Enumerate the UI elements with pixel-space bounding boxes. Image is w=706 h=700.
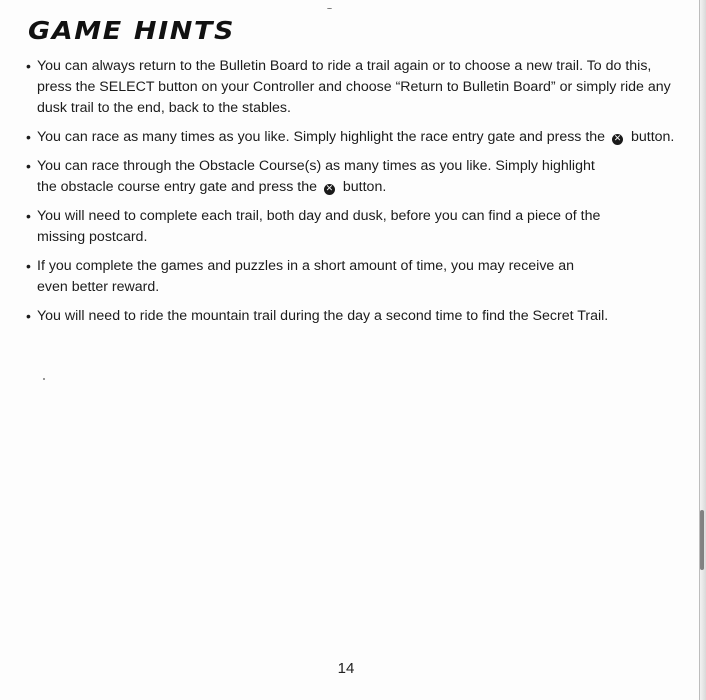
- hint-text: If you complete the games and puzzles in a short amount of time, you may receive an even better reward.: [37, 258, 575, 295]
- bullet-icon: •: [26, 308, 31, 324]
- page-edge: [699, 0, 706, 700]
- bullet-icon: •: [26, 258, 31, 274]
- hint-text-before: You can race through the Obstacle Course(s) as many times as you like. Simply highlight the obstacle course entry gate and press the: [37, 158, 599, 195]
- scan-speck: [327, 8, 332, 9]
- hint-text: You will need to complete each trail, both day and dusk, before you can find a piece of the missing postcard.: [37, 208, 601, 245]
- hint-item: [26, 127, 676, 148]
- x-button-icon: ✕: [613, 134, 622, 144]
- hint-text: [37, 156, 617, 198]
- hint-text: You can always return to the Bulletin Board to ride a trail again or to choose a new trail. To do this, press the SELECT button on your Controller and choose “Return to Bulletin Board” or simply ride any dusk trail to the end, back to the stables.: [37, 58, 671, 116]
- hint-text-after: button.: [342, 179, 387, 195]
- bullet-icon: •: [26, 158, 31, 174]
- hint-text-after: button.: [630, 129, 675, 145]
- x-button-icon: ✕: [325, 184, 334, 194]
- binding-mark: [700, 510, 704, 570]
- hint-item: [26, 156, 676, 198]
- bullet-icon: •: [26, 129, 31, 145]
- page-number: 14: [337, 660, 355, 677]
- bullet-icon: •: [26, 58, 31, 74]
- hint-item: [26, 306, 676, 327]
- bullet-icon: •: [26, 208, 31, 224]
- page-title: GAME HINTS: [28, 16, 236, 45]
- hint-item: [26, 256, 676, 298]
- scan-speck: [43, 378, 45, 380]
- hint-list: [26, 56, 676, 335]
- hint-item: [26, 206, 676, 248]
- hint-text: [37, 127, 676, 148]
- hint-item: [26, 56, 676, 119]
- hint-text-before: You can race as many times as you like. Simply highlight the race entry gate and press the: [37, 129, 606, 145]
- hint-text: You will need to ride the mountain trail during the day a second time to find the Secret Trail.: [37, 308, 609, 324]
